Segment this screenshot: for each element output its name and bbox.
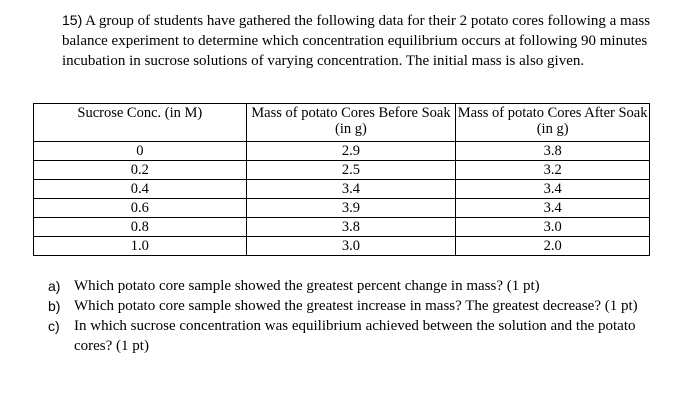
- cell-after: 3.4: [456, 199, 650, 218]
- cell-before: 3.0: [246, 237, 456, 256]
- cell-after: 3.2: [456, 161, 650, 180]
- subquestion-label: b): [48, 298, 61, 314]
- cell-before: 3.9: [246, 199, 456, 218]
- question-text: A group of students have gathered the following data for their 2 potato cores following a mass balance experiment to determine which concentration equilibrium occurs at following 90 minutes incubation in sucrose solutions of varying concentration. The initial mass is also given.: [62, 13, 651, 69]
- cell-after: 3.8: [456, 142, 650, 161]
- cell-conc: 0.6: [34, 199, 247, 218]
- data-table: [33, 103, 650, 256]
- cell-before: 2.5: [246, 161, 456, 180]
- table-row: [34, 199, 650, 218]
- cell-before: 3.8: [246, 218, 456, 237]
- cell-before: 2.9: [246, 142, 456, 161]
- subquestion-b: [48, 296, 673, 316]
- header-sucrose-conc: Sucrose Conc. (in M): [34, 104, 247, 142]
- subquestion-text: Which potato core sample showed the greatest increase in mass? The greatest decrease? (1 pt): [74, 298, 638, 314]
- subquestion-text: Which potato core sample showed the greatest percent change in mass? (1 pt): [74, 278, 540, 294]
- header-mass-before: Mass of potato Cores Before Soak (in g): [246, 104, 456, 142]
- question-15: [62, 10, 672, 71]
- subquestion-label: a): [48, 278, 61, 294]
- table-row: [34, 218, 650, 237]
- subquestion-c: [48, 316, 673, 356]
- table-row: [34, 180, 650, 199]
- question-number: 15): [62, 12, 83, 28]
- header-mass-after: Mass of potato Cores After Soak (in g): [456, 104, 650, 142]
- subquestion-label: c): [48, 318, 60, 334]
- cell-after: 2.0: [456, 237, 650, 256]
- table-row: [34, 237, 650, 256]
- table-row: [34, 161, 650, 180]
- table-header-row: [34, 104, 650, 142]
- cell-after: 3.4: [456, 180, 650, 199]
- subquestion-a: [48, 276, 673, 296]
- cell-conc: 0: [34, 142, 247, 161]
- cell-after: 3.0: [456, 218, 650, 237]
- cell-conc: 0.4: [34, 180, 247, 199]
- subquestion-text: In which sucrose concentration was equilibrium achieved between the solution and the potato cores? (1 pt): [74, 318, 636, 354]
- subquestion-list: [48, 276, 673, 356]
- table-row: [34, 142, 650, 161]
- cell-conc: 0.2: [34, 161, 247, 180]
- cell-before: 3.4: [246, 180, 456, 199]
- cell-conc: 1.0: [34, 237, 247, 256]
- cell-conc: 0.8: [34, 218, 247, 237]
